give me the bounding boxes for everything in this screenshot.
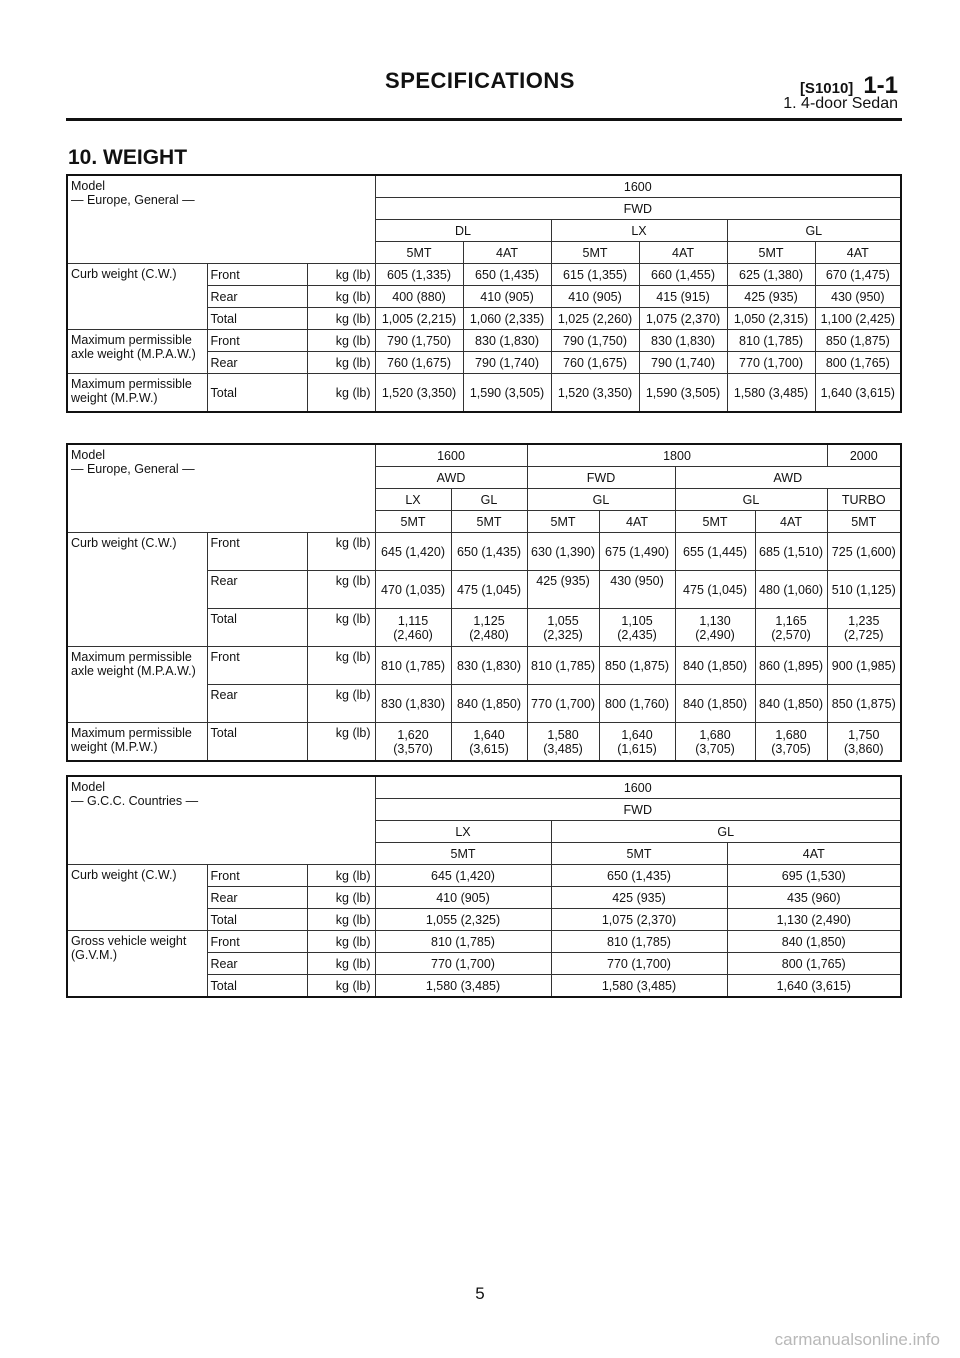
value-cell: 410 (905)	[551, 286, 639, 308]
value-cell: 1,580 (3,485)	[551, 975, 727, 998]
total-label: Total	[207, 723, 307, 762]
value-cell: 830 (1,830)	[375, 685, 451, 723]
value-cell: 510 (1,125)	[827, 571, 901, 609]
front-label: Front	[207, 330, 307, 352]
value-cell: 840 (1,850)	[451, 685, 527, 723]
engine-cell: 1600	[375, 444, 527, 467]
value-cell: 425 (935)	[727, 286, 815, 308]
value-cell: 1,750 (3,860)	[827, 723, 901, 762]
value-cell: 760 (1,675)	[375, 352, 463, 374]
value-cell: 1,235 (2,725)	[827, 609, 901, 647]
grade-cell: LX	[551, 220, 727, 242]
chapter-number: 1-1	[863, 72, 898, 99]
value-cell: 770 (1,700)	[527, 685, 599, 723]
watermark: carmanualsonline.info	[774, 1330, 940, 1349]
value-cell: 1,075 (2,370)	[639, 308, 727, 330]
value-cell: 1,125 (2,480)	[451, 609, 527, 647]
front-label: Front	[207, 931, 307, 953]
value-cell: 830 (1,830)	[451, 647, 527, 685]
mpw-label: Maximum permissible weight (M.P.W.)	[67, 723, 207, 762]
front-label: Front	[207, 647, 307, 685]
value-cell: 410 (905)	[375, 887, 551, 909]
value-cell: 860 (1,895)	[755, 647, 827, 685]
unit-label: kg (lb)	[307, 909, 375, 931]
value-cell: 1,075 (2,370)	[551, 909, 727, 931]
value-cell: 1,130 (2,490)	[675, 609, 755, 647]
trans-cell: 4AT	[599, 511, 675, 533]
grade-cell: LX	[375, 489, 451, 511]
value-cell: 650 (1,435)	[451, 533, 527, 571]
unit-label: kg (lb)	[307, 685, 375, 723]
value-cell: 725 (1,600)	[827, 533, 901, 571]
value-cell: 650 (1,435)	[551, 865, 727, 887]
value-cell: 840 (1,850)	[675, 685, 755, 723]
trans-cell: 5MT	[827, 511, 901, 533]
total-label: Total	[207, 975, 307, 998]
value-cell: 430 (950)	[815, 286, 901, 308]
trans-cell: 4AT	[463, 242, 551, 264]
model-label-cell	[67, 175, 375, 264]
trans-cell: 4AT	[639, 242, 727, 264]
model-label: Model	[71, 179, 106, 193]
unit-label: kg (lb)	[307, 723, 375, 762]
unit-label: kg (lb)	[307, 865, 375, 887]
drive-cell: FWD	[375, 198, 901, 220]
value-cell: 650 (1,435)	[463, 264, 551, 286]
engine-cell: 1600	[375, 776, 901, 799]
weight-table-europe-1600	[66, 174, 902, 413]
value-cell: 1,055 (2,325)	[375, 909, 551, 931]
trans-cell: 4AT	[815, 242, 901, 264]
unit-label: kg (lb)	[307, 647, 375, 685]
value-cell: 1,640 (3,615)	[727, 975, 901, 998]
value-cell: 470 (1,035)	[375, 571, 451, 609]
value-cell: 430 (950)	[599, 571, 675, 609]
value-cell: 1,520 (3,350)	[375, 374, 463, 413]
value-cell: 810 (1,785)	[375, 931, 551, 953]
value-cell: 615 (1,355)	[551, 264, 639, 286]
value-cell: 900 (1,985)	[827, 647, 901, 685]
value-cell: 1,680 (3,705)	[755, 723, 827, 762]
value-cell: 1,005 (2,215)	[375, 308, 463, 330]
total-label: Total	[207, 609, 307, 647]
trans-cell: 4AT	[755, 511, 827, 533]
unit-label: kg (lb)	[307, 609, 375, 647]
model-label: Model	[71, 780, 106, 794]
value-cell: 830 (1,830)	[463, 330, 551, 352]
value-cell: 675 (1,490)	[599, 533, 675, 571]
value-cell: 1,105 (2,435)	[599, 609, 675, 647]
value-cell: 400 (880)	[375, 286, 463, 308]
value-cell: 645 (1,420)	[375, 865, 551, 887]
value-cell: 695 (1,530)	[727, 865, 901, 887]
grade-cell: TURBO	[827, 489, 901, 511]
drive-cell: AWD	[375, 467, 527, 489]
value-cell: 1,640 (3,615)	[815, 374, 901, 413]
value-cell: 435 (960)	[727, 887, 901, 909]
curb-weight-label: Curb weight (C.W.)	[67, 264, 207, 330]
value-cell: 830 (1,830)	[639, 330, 727, 352]
trans-cell: 5MT	[375, 242, 463, 264]
value-cell: 1,590 (3,505)	[639, 374, 727, 413]
weight-table-gcc	[66, 775, 902, 998]
section-code-label: [S1010]	[799, 80, 854, 97]
value-cell: 1,060 (2,335)	[463, 308, 551, 330]
value-cell: 415 (915)	[639, 286, 727, 308]
value-cell: 1,640 (3,615)	[451, 723, 527, 762]
trans-cell: 5MT	[551, 242, 639, 264]
value-cell: 1,640 (1,615)	[599, 723, 675, 762]
value-cell: 660 (1,455)	[639, 264, 727, 286]
value-cell: 670 (1,475)	[815, 264, 901, 286]
header-rule	[66, 118, 902, 121]
value-cell: 850 (1,875)	[599, 647, 675, 685]
trans-cell: 5MT	[551, 843, 727, 865]
value-cell: 1,100 (2,425)	[815, 308, 901, 330]
rear-label: Rear	[207, 286, 307, 308]
market-label: — Europe, General —	[71, 193, 195, 207]
value-cell: 475 (1,045)	[451, 571, 527, 609]
unit-label: kg (lb)	[307, 352, 375, 374]
grade-cell: GL	[727, 220, 901, 242]
value-cell: 790 (1,740)	[639, 352, 727, 374]
value-cell: 810 (1,785)	[527, 647, 599, 685]
value-cell: 1,520 (3,350)	[551, 374, 639, 413]
mpw-label: Maximum permissible weight (M.P.W.)	[67, 374, 207, 413]
value-cell: 425 (935)	[551, 887, 727, 909]
value-cell: 475 (1,045)	[675, 571, 755, 609]
value-cell: 645 (1,420)	[375, 533, 451, 571]
value-cell: 850 (1,875)	[827, 685, 901, 723]
unit-label: kg (lb)	[307, 308, 375, 330]
unit-label: kg (lb)	[307, 264, 375, 286]
front-label: Front	[207, 533, 307, 571]
value-cell: 760 (1,675)	[551, 352, 639, 374]
rear-label: Rear	[207, 685, 307, 723]
trans-cell: 5MT	[727, 242, 815, 264]
value-cell: 1,680 (3,705)	[675, 723, 755, 762]
rear-label: Rear	[207, 887, 307, 909]
value-cell: 625 (1,380)	[727, 264, 815, 286]
page-title: SPECIFICATIONS	[385, 68, 575, 93]
model-label-cell	[67, 444, 375, 533]
unit-label: kg (lb)	[307, 887, 375, 909]
curb-weight-label: Curb weight (C.W.)	[67, 533, 207, 647]
value-cell: 800 (1,765)	[815, 352, 901, 374]
trans-cell: 5MT	[675, 511, 755, 533]
front-label: Front	[207, 264, 307, 286]
grade-cell: GL	[551, 821, 901, 843]
drive-cell: AWD	[675, 467, 901, 489]
value-cell: 810 (1,785)	[551, 931, 727, 953]
unit-label: kg (lb)	[307, 533, 375, 571]
value-cell: 1,130 (2,490)	[727, 909, 901, 931]
front-label: Front	[207, 865, 307, 887]
trans-cell: 5MT	[451, 511, 527, 533]
grade-cell: GL	[451, 489, 527, 511]
unit-label: kg (lb)	[307, 330, 375, 352]
value-cell: 790 (1,750)	[375, 330, 463, 352]
rear-label: Rear	[207, 352, 307, 374]
mpaw-label: Maximum permissible axle weight (M.P.A.W.)	[67, 647, 207, 723]
unit-label: kg (lb)	[307, 975, 375, 998]
value-cell: 770 (1,700)	[375, 953, 551, 975]
unit-label: kg (lb)	[307, 931, 375, 953]
page-subtitle: 1. 4-door Sedan	[783, 95, 898, 112]
value-cell: 840 (1,850)	[755, 685, 827, 723]
value-cell: 770 (1,700)	[551, 953, 727, 975]
value-cell: 1,050 (2,315)	[727, 308, 815, 330]
market-label: — Europe, General —	[71, 462, 195, 476]
value-cell: 810 (1,785)	[727, 330, 815, 352]
value-cell: 790 (1,750)	[551, 330, 639, 352]
unit-label: kg (lb)	[307, 571, 375, 609]
unit-label: kg (lb)	[307, 953, 375, 975]
rear-label: Rear	[207, 571, 307, 609]
value-cell: 1,590 (3,505)	[463, 374, 551, 413]
value-cell: 1,580 (3,485)	[375, 975, 551, 998]
unit-label: kg (lb)	[307, 286, 375, 308]
value-cell: 1,620 (3,570)	[375, 723, 451, 762]
model-label: Model	[71, 448, 106, 462]
drive-cell: FWD	[527, 467, 675, 489]
page-number: 5	[475, 1284, 485, 1303]
total-label: Total	[207, 374, 307, 413]
value-cell: 1,580 (3,485)	[527, 723, 599, 762]
model-label-cell	[67, 776, 375, 865]
weight-table-europe-awd	[66, 443, 902, 762]
value-cell: 850 (1,875)	[815, 330, 901, 352]
grade-cell: GL	[527, 489, 675, 511]
value-cell: 605 (1,335)	[375, 264, 463, 286]
grade-cell: DL	[375, 220, 551, 242]
engine-cell: 2000	[827, 444, 901, 467]
rear-label: Rear	[207, 953, 307, 975]
value-cell: 630 (1,390)	[527, 533, 599, 571]
value-cell: 800 (1,760)	[599, 685, 675, 723]
engine-cell: 1600	[375, 175, 901, 198]
unit-label: kg (lb)	[307, 374, 375, 413]
value-cell: 410 (905)	[463, 286, 551, 308]
grade-cell: LX	[375, 821, 551, 843]
trans-cell: 4AT	[727, 843, 901, 865]
trans-cell: 5MT	[375, 843, 551, 865]
value-cell: 1,115 (2,460)	[375, 609, 451, 647]
value-cell: 840 (1,850)	[675, 647, 755, 685]
value-cell: 1,165 (2,570)	[755, 609, 827, 647]
value-cell: 480 (1,060)	[755, 571, 827, 609]
engine-cell: 1800	[527, 444, 827, 467]
value-cell: 425 (935)	[527, 571, 599, 609]
value-cell: 840 (1,850)	[727, 931, 901, 953]
value-cell: 1,580 (3,485)	[727, 374, 815, 413]
trans-cell: 5MT	[527, 511, 599, 533]
value-cell: 790 (1,740)	[463, 352, 551, 374]
value-cell: 1,055 (2,325)	[527, 609, 599, 647]
total-label: Total	[207, 308, 307, 330]
gvw-label: Gross vehicle weight (G.V.M.)	[67, 931, 207, 998]
value-cell: 655 (1,445)	[675, 533, 755, 571]
total-label: Total	[207, 909, 307, 931]
section-title: 10. WEIGHT	[68, 146, 188, 169]
market-label: — G.C.C. Countries —	[71, 794, 199, 808]
value-cell: 1,025 (2,260)	[551, 308, 639, 330]
grade-cell: GL	[675, 489, 827, 511]
mpaw-label: Maximum permissible axle weight (M.P.A.W.)	[67, 330, 207, 374]
value-cell: 810 (1,785)	[375, 647, 451, 685]
value-cell: 770 (1,700)	[727, 352, 815, 374]
value-cell: 800 (1,765)	[727, 953, 901, 975]
value-cell: 685 (1,510)	[755, 533, 827, 571]
drive-cell: FWD	[375, 799, 901, 821]
trans-cell: 5MT	[375, 511, 451, 533]
curb-weight-label: Curb weight (C.W.)	[67, 865, 207, 931]
